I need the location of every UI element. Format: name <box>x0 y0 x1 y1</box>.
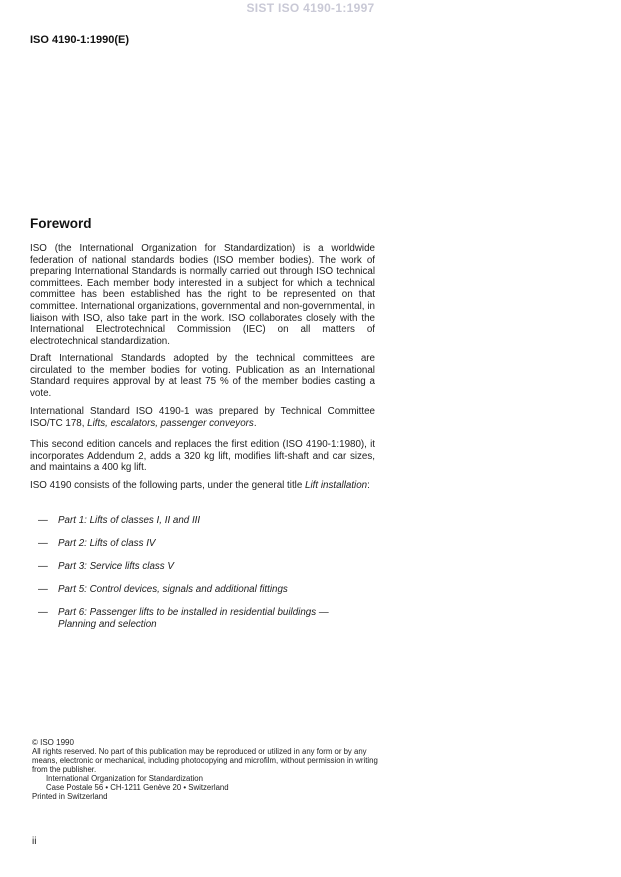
general-title: Lift installation <box>305 480 368 491</box>
foreword-paragraph-5 <box>30 480 375 492</box>
rights-notice: All rights reserved. No part of this publication may be reproduced or utilized in any form or by any means, electronic or mechanical, including photocopying and microfilm, without permission in writing from the publisher. <box>32 747 378 775</box>
part-5-title: Part 5: Control devices, signals and additional fittings <box>58 584 288 595</box>
copyright-symbol-line: © ISO 1990 <box>32 738 74 747</box>
foreword-paragraph-3 <box>30 406 375 429</box>
page-number: ii <box>32 836 37 847</box>
list-item <box>38 561 383 573</box>
list-item <box>38 515 383 527</box>
foreword-paragraph-2: Draft International Standards adopted by the technical committees are circulated to the member bodies for voting. Publication as an International Standard requires approval by at least 75 % of the member bodies casting a vote. <box>30 353 375 399</box>
part-6-title: Part 6: Passenger lifts to be installed in residential buildings — <box>58 607 329 618</box>
part-2-title: Part 2: Lifts of class IV <box>58 538 156 549</box>
paragraph-5-end: : <box>367 480 370 491</box>
part-6-title-continued: Planning and selection <box>58 618 157 630</box>
paragraph-5-text: ISO 4190 consists of the following parts, under the general title <box>30 480 306 491</box>
watermark: SIST ISO 4190-1:1997 <box>246 1 375 15</box>
organization-name: International Organization for Standardization <box>46 774 203 784</box>
committee-title: Lifts, escalators, passenger conveyors <box>87 417 254 429</box>
foreword-paragraph-4: This second edition cancels and replaces the first edition (ISO 4190-1:1980), it incorporates Addendum 2, adds a 320 kg lift, modifies lift-shaft and car sizes, and maintains a 400 kg lift. <box>30 439 375 474</box>
paragraph-3-end: . <box>253 417 257 429</box>
list-dash: — <box>38 515 48 526</box>
organization-address: Case Postale 56 • CH-1211 Genève 20 • Switzerland <box>46 783 229 793</box>
list-dash: — <box>38 584 48 595</box>
list-item <box>38 584 383 596</box>
list-dash: — <box>38 607 48 618</box>
list-dash: — <box>38 561 48 572</box>
foreword-heading: Foreword <box>30 216 92 231</box>
list-dash: — <box>38 538 48 549</box>
document-id: ISO 4190-1:1990(E) <box>30 34 130 46</box>
foreword-paragraph-1: ISO (the International Organization for Standardization) is a worldwide federation of national standards bodies (ISO member bodies). The work of preparing International Standards is normally carried out through ISO technical committees. Each member body interested in a subject for which a technical committee has been established has the right to be represented on that committee. International organizations, governmental and non-governmental, in liaison with ISO, also take part in the work. ISO collaborates closely with the International Electrotechnical Commission (IEC) on all matters of electrotechnical standardization. <box>30 243 375 347</box>
copyright-block <box>32 738 384 801</box>
list-item <box>38 607 383 630</box>
part-3-title: Part 3: Service lifts class V <box>58 561 174 572</box>
printed-in: Printed in Switzerland <box>32 792 108 802</box>
part-1-title: Part 1: Lifts of classes I, II and III <box>58 515 201 526</box>
paragraph-3-text: International Standard ISO 4190-1 was prepared by Technical Committee ISO/TC 178, <box>30 406 375 429</box>
list-item <box>38 538 383 550</box>
